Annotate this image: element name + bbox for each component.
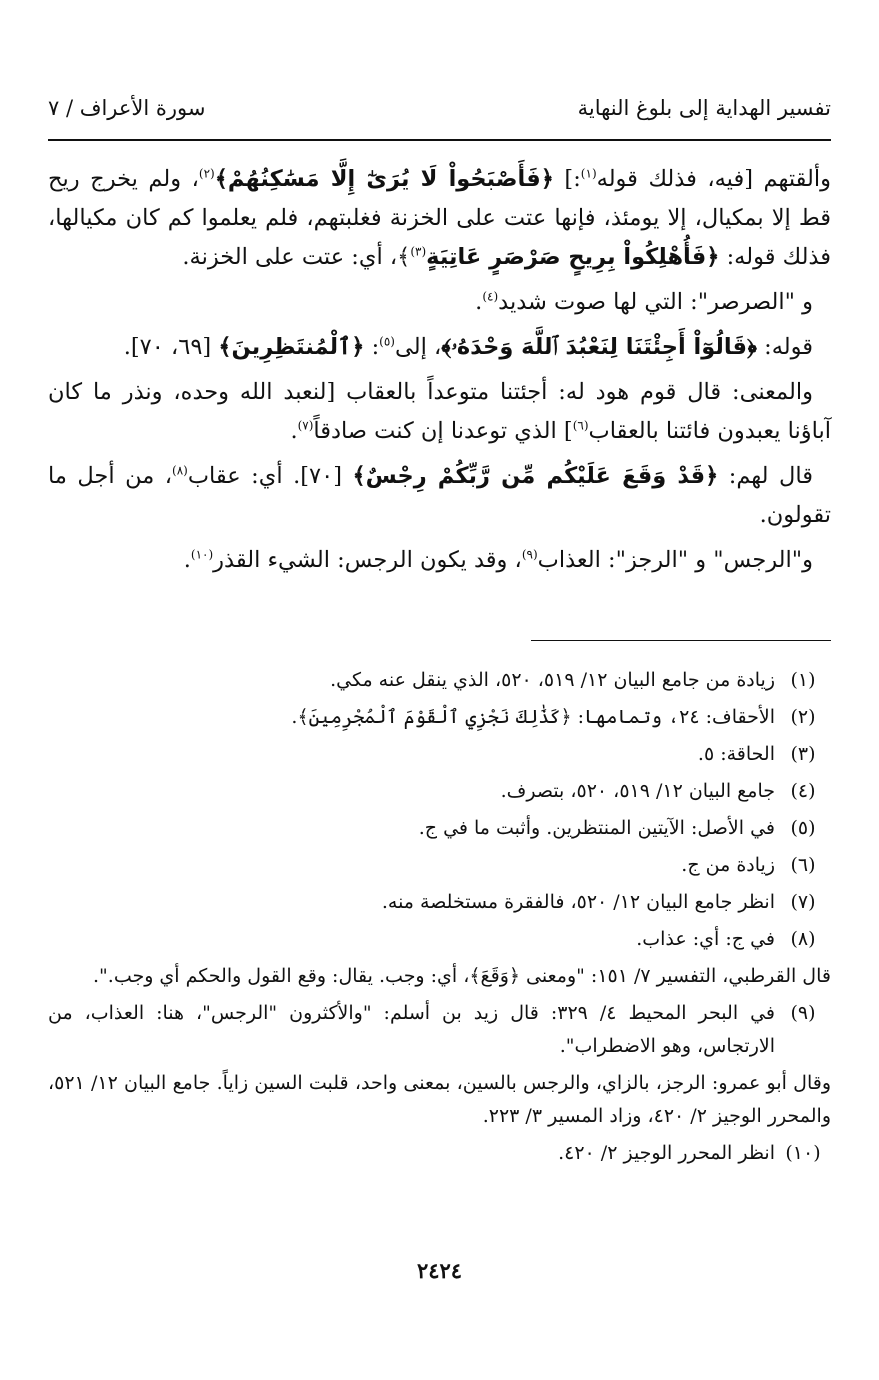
footnote-line: انظر جامع البيان ١٢/ ٥٢٠، فالفقرة مستخلصة منه. — [381, 891, 775, 913]
text: . — [475, 289, 483, 315]
footnote-number: (٣) — [790, 743, 816, 765]
paragraph-3 — [48, 328, 831, 367]
text: ﴾، أي: عتت على الخزنة. — [182, 244, 411, 270]
footnote-number: (٥) — [790, 817, 816, 839]
footnote-text — [48, 1137, 775, 1170]
footnote-number: (٦) — [790, 854, 816, 876]
footnote-text — [48, 886, 775, 919]
quran-verse: ﴿ٱلْمُنتَظِرِينَ﴾ — [218, 334, 365, 360]
footnote — [48, 812, 831, 845]
footnote-ref: (٥) — [379, 334, 395, 349]
text: ] الذي توعدنا إن كنت صادقاً — [313, 418, 573, 444]
footnote-text — [48, 775, 775, 808]
text: ، إلى — [394, 334, 442, 360]
text: والمعنى: قال قوم هود له: أجئتنا متوعداً بالعقاب [لنعبد الله وحده، ونذر ما كان آباؤنا يعبدون فائتنا بالعقاب — [48, 379, 831, 444]
footnote-ref: (٣) — [410, 244, 427, 259]
footnote-line: في ج: أي: عذاب. — [636, 928, 775, 950]
footnotes-separator — [531, 640, 831, 641]
footnote-text — [48, 664, 775, 697]
text: و"الرجس" و "الرجز": العذاب — [537, 547, 813, 573]
footnote-ref: (٦) — [572, 418, 589, 433]
main-text — [48, 160, 831, 586]
paragraph-6 — [48, 541, 831, 580]
footnote-text — [48, 923, 775, 956]
footnote-text — [48, 701, 775, 734]
footnote-number: (٧) — [790, 891, 816, 913]
quran-verse: ﴿قَدْ وَقَعَ عَلَيْكُم مِّن رَّبِّكُمْ رِجْسٌ﴾ — [352, 463, 719, 489]
footnote-number: (٤) — [790, 780, 816, 802]
footnote-continuation: قال القرطبي، التفسير ٧/ ١٥١: "ومعنى ﴿وَقَعَ﴾، أي: وجب. يقال: وقع القول والحكم أي وجب.". — [93, 965, 831, 987]
text: ، ولم يخرج ريح قط إلا بمكيال، إلا يومئذ، فإنها عتت على الخزنة فغلبتهم، فلم يعلموا كم كان مكيالها، فذلك قوله: — [48, 166, 831, 270]
footnotes — [48, 664, 831, 1174]
footnote — [48, 923, 831, 956]
footnote-line: في البحر المحيط ٤/ ٣٢٩: قال زيد بن أسلم: "والأكثرون "الرجس"، هنا: العذاب، من الارتجاس، وهو الاضطراب". — [48, 1002, 775, 1057]
footnote-line: في الأصل: الآيتين المنتظرين. وأثبت ما في ج. — [418, 817, 775, 839]
text: . — [183, 547, 191, 573]
footnote-number: (١٠) — [785, 1142, 821, 1164]
footnote-text — [48, 997, 775, 1063]
text: قوله: — [756, 334, 813, 360]
footnote-number: (١) — [790, 669, 816, 691]
footnote-ref: (٢) — [198, 166, 215, 181]
footnote-line: الحاقة: ٥. — [697, 743, 775, 765]
footnote-continuation: وقال أبو عمرو: الرجز، بالزاي، والرجس بالسين، بمعنى واحد، قلبت السين زاياً. جامع البيان ١٢/ ٥٢١، والمحرر الوجيز ٢/ ٤٢٠، وزاد المسير ٣/ ٢٢٣. — [48, 1072, 831, 1127]
running-header — [48, 96, 831, 120]
text: ، وقد يكون الرجس: الشيء القذر — [213, 547, 522, 573]
footnote-text — [48, 812, 775, 845]
footnote — [48, 886, 831, 919]
paragraph-2 — [48, 283, 831, 322]
surah-title: سورة الأعراف / ٧ — [48, 96, 206, 120]
footnote-line: انظر المحرر الوجيز ٢/ ٤٢٠. — [558, 1142, 775, 1164]
text: [٧٠]. أي: عقاب — [187, 463, 353, 489]
page-number: ٢٤٢٤ — [416, 1258, 463, 1283]
footnote — [48, 1137, 831, 1170]
quran-verse: ﴿قَالُوٓاْ أَجِئْتَنَا لِنَعْبُدَ ٱللَّهَ وَحْدَهُۥ﴾ — [441, 334, 757, 360]
paragraph-5 — [48, 457, 831, 535]
footnote-line: جامع البيان ١٢/ ٥١٩، ٥٢٠، بتصرف. — [500, 780, 775, 802]
text: قال لهم: — [718, 463, 813, 489]
text: [٦٩، ٧٠]. — [123, 334, 219, 360]
text: ، من أجل ما تقولون. — [48, 463, 831, 528]
footnote — [48, 738, 831, 771]
footnote-ref: (٩) — [521, 547, 538, 562]
footnote-line: زيادة من جامع البيان ١٢/ ٥١٩، ٥٢٠، الذي ينقل عنه مكي. — [330, 669, 775, 691]
footnote-ref: (١) — [580, 166, 597, 181]
footnote — [48, 997, 831, 1063]
text: :] — [553, 166, 581, 192]
quran-verse: ﴿فَأَصْبَحُواْ لَا يُرَىٰٓ إِلَّا مَسَٰكِنُهُمْ﴾ — [214, 166, 554, 192]
footnote-number: (٩) — [790, 1002, 816, 1024]
footnote-ref: (٧) — [297, 418, 314, 433]
footnote-ref: (١٠) — [190, 547, 214, 562]
text: وألقتهم [فيه، فذلك قوله — [596, 166, 831, 192]
text: : — [364, 334, 380, 360]
footnote-text — [48, 738, 775, 771]
footnote — [48, 664, 831, 697]
footnote-number: (٢) — [790, 706, 816, 728]
paragraph-1 — [48, 160, 831, 277]
quran-verse: ﴿فَأُهْلِكُواْ بِرِيحٍ صَرْصَرٍ عَاتِيَةٍ — [426, 244, 720, 270]
footnote-ref: (٤) — [482, 289, 499, 304]
footnote-line: الأحقاف: ٢٤، وتمامها: ﴿كَذَٰلِكَ نَجْزِي ٱلْقَوْمَ ٱلْمُجْرِمِينَ﴾. — [291, 706, 775, 728]
book-title: تفسير الهداية إلى بلوغ النهاية — [577, 96, 831, 120]
footnote — [48, 701, 831, 734]
footnote — [48, 849, 831, 882]
footnote — [48, 775, 831, 808]
footnote-text — [48, 849, 775, 882]
footnote-number: (٨) — [790, 928, 816, 950]
text: و "الصرصر": التي لها صوت شديد — [498, 289, 813, 315]
footnote-line: زيادة من ج. — [681, 854, 775, 876]
paragraph-4 — [48, 373, 831, 451]
footnote-ref: (٨) — [172, 463, 188, 478]
header-rule — [48, 139, 831, 141]
text: . — [290, 418, 298, 444]
